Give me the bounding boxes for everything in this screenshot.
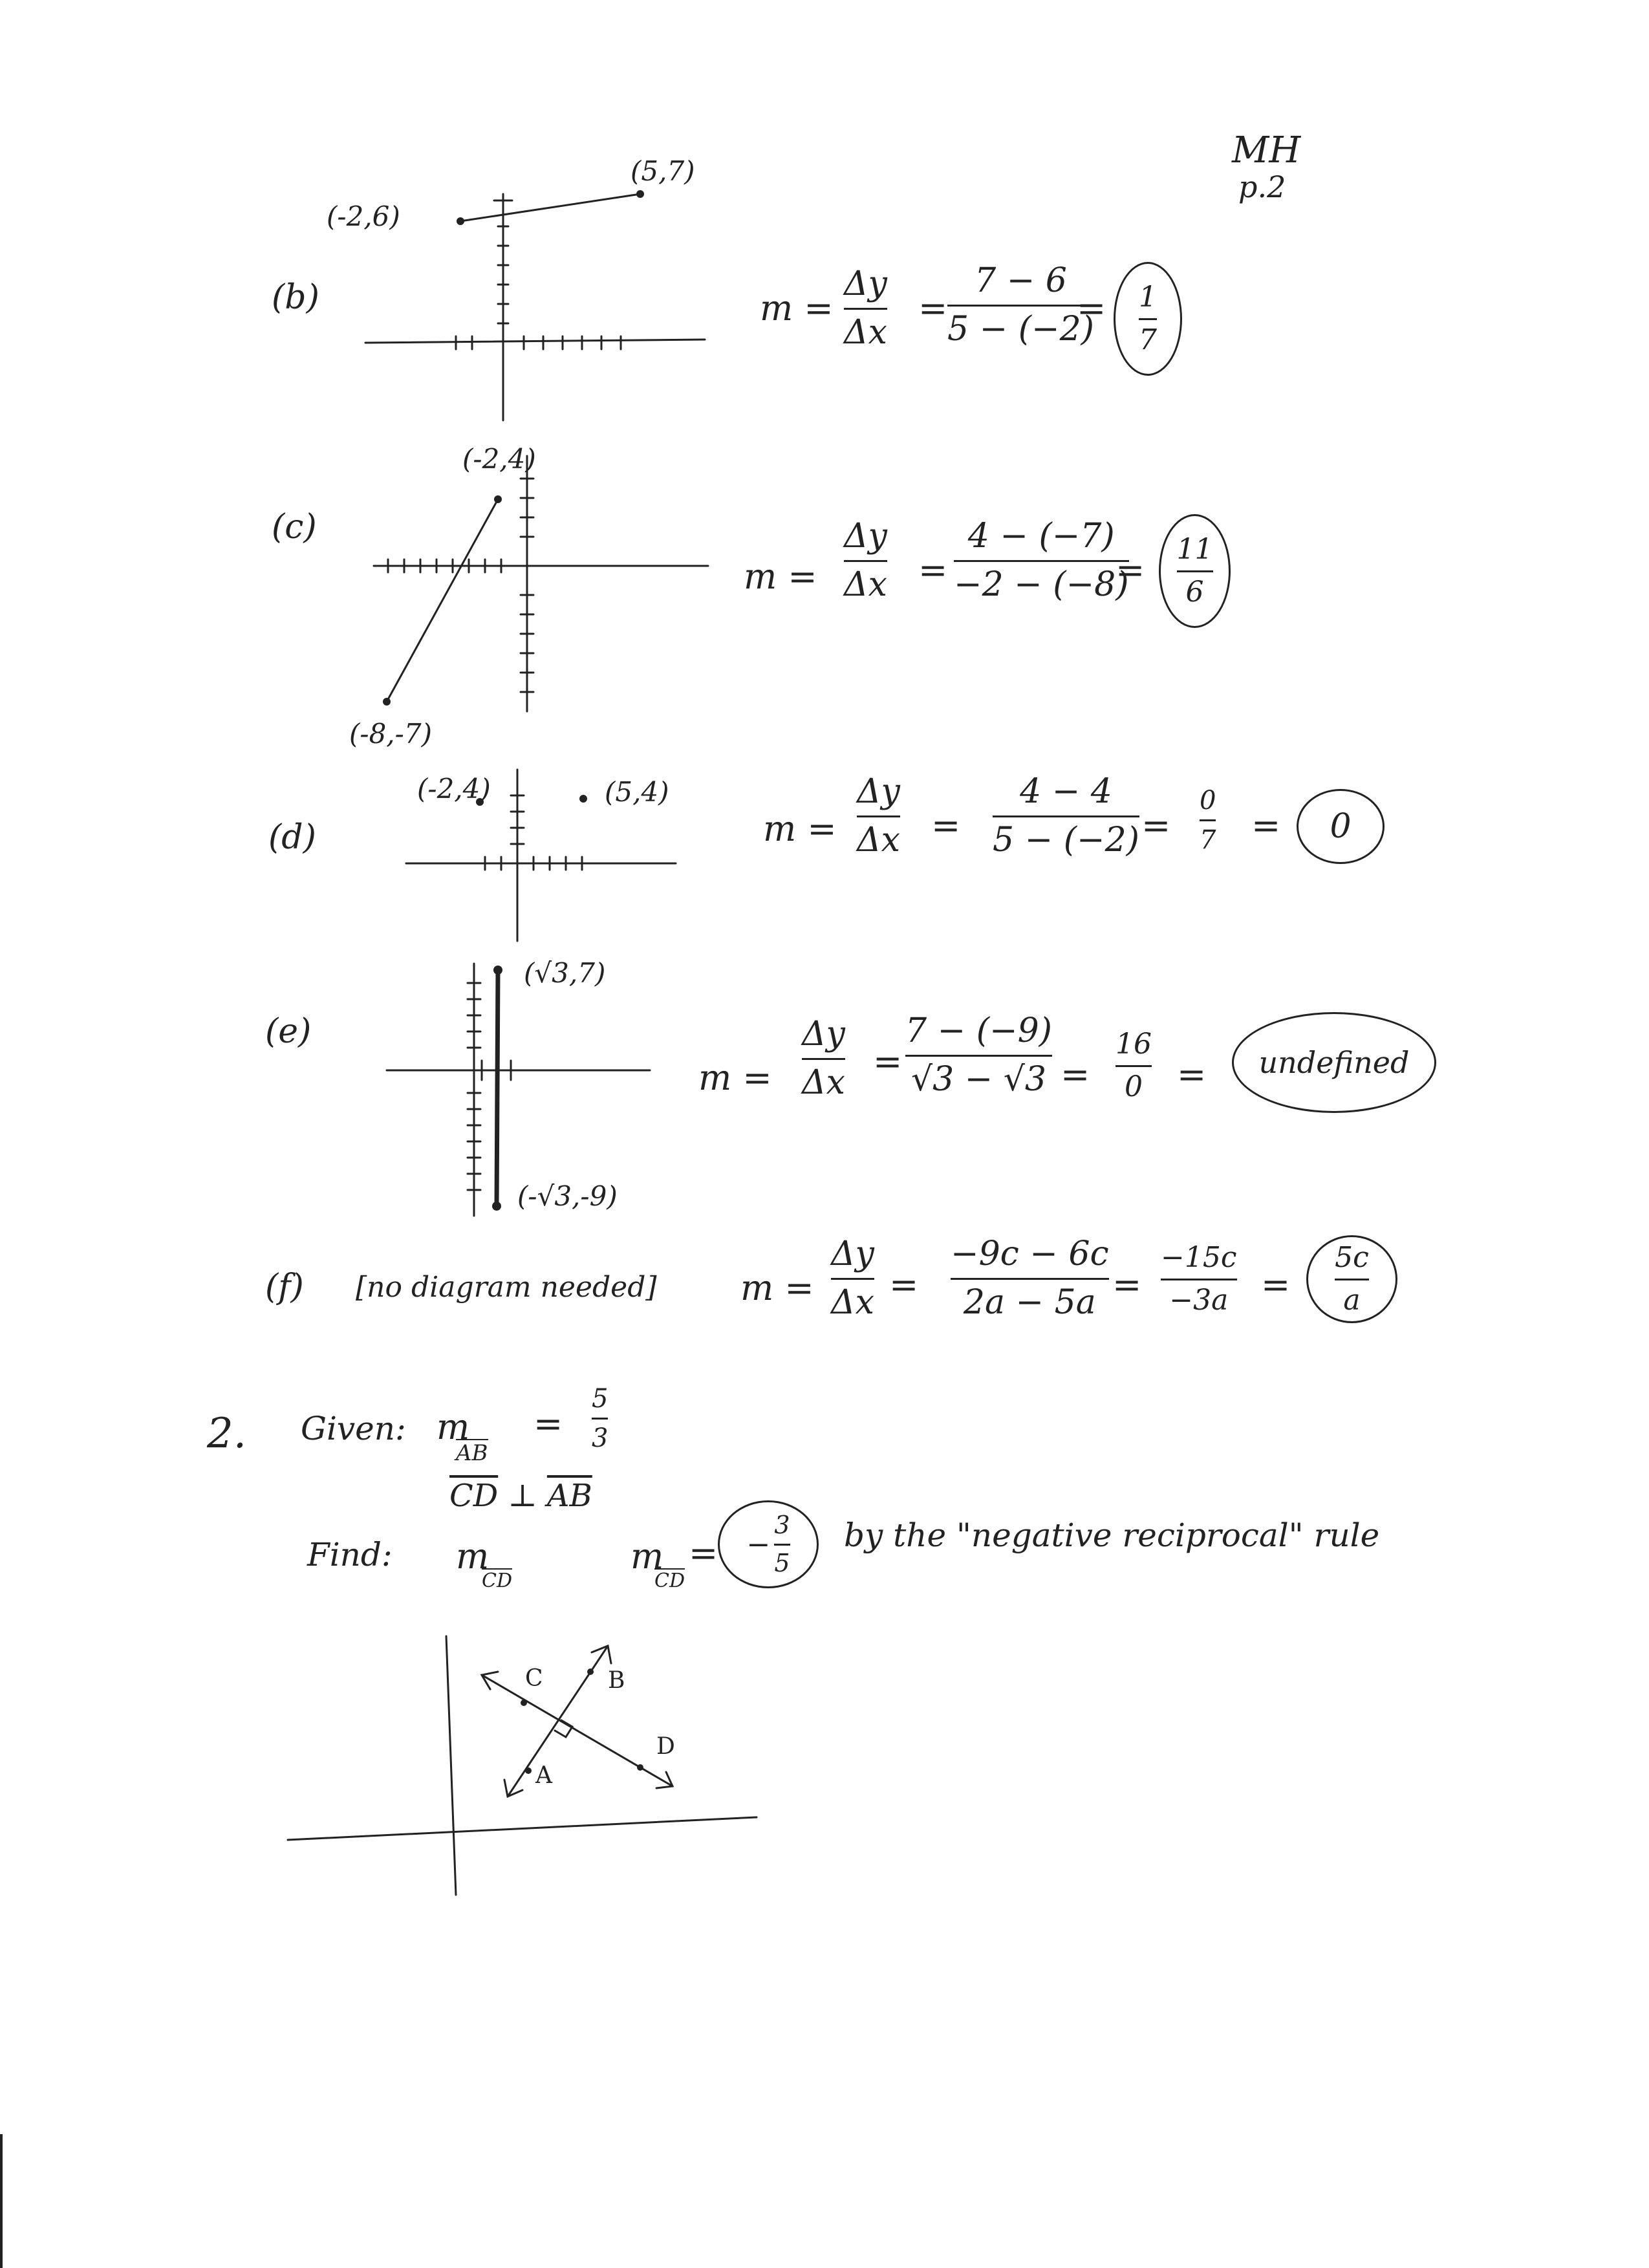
dydx-e: Δy Δx — [802, 1015, 845, 1102]
answer2-m: m — [630, 1536, 664, 1577]
line-ab — [508, 1646, 608, 1797]
dydx-f: Δy Δx — [831, 1235, 874, 1322]
worksheet-page: MH p.2 (b) (-2,6) (5,7) m = Δy Δx = 7 − 6 5 − (−2) = $\frac{1}{7}$ (c) (-2,4) (-8,-7) m = Δy Δx = 4 − (−7) −2 − (−8) = $\frac{11}{6}$ (d) (-2,4) (5,4) m = Δy Δx = 4 − 4 5 − (−2) = 0 7 = 0 (e) (√3,7) (-√3,-9) m = Δy Δx = 7 − (−9) √3 − √3 = 16 0 = undefined (f) [no diagram needed] m = Δy Δx = −9c − 6c 2a − 5a = −15c −3a = $\frac{5c}{a}$ 2. Given: m AB = 5 3 $\overline{CD}$ ⊥ $\overline{AB}$ Find: m CD m CD = − $\frac{3}{5}$ by the "negative reciprocal" rule C B A D — [0, 0, 1649, 2268]
find-cd-subscript: CD — [482, 1570, 513, 1592]
calc-b: 7 − 6 5 − (−2) — [947, 261, 1094, 349]
answer-2: − $\frac{3}{5}$ — [718, 1500, 819, 1588]
diagram-label-c: C — [525, 1665, 543, 1692]
dydx-c: Δy Δx — [844, 517, 887, 604]
mid-d: 0 7 — [1200, 786, 1216, 855]
given-slope: 5 3 — [592, 1384, 609, 1453]
dydx-d: Δy Δx — [857, 772, 900, 859]
rule-text: by the "negative reciprocal" rule — [844, 1517, 1380, 1554]
page-number: p.2 — [1238, 169, 1286, 204]
m-c: m = — [744, 556, 817, 597]
point-d-2: (5,4) — [605, 776, 669, 808]
problem-e-label: (e) — [265, 1012, 312, 1051]
point-b-2: (5,7) — [630, 155, 695, 187]
point-b-1: (-2,6) — [327, 200, 400, 232]
answer-d: 0 — [1297, 789, 1385, 864]
given-m: m — [436, 1407, 470, 1447]
no-diagram-note: [no diagram needed] — [356, 1271, 657, 1304]
point-e-1: (√3,7) — [524, 957, 606, 989]
problem-f-label: (f) — [265, 1268, 304, 1306]
answer2-cd-subscript: CD — [654, 1570, 685, 1592]
given-ab-subscript: AB — [456, 1440, 488, 1466]
m-b: m = — [760, 288, 834, 329]
answer-f: $\frac{5c}{a}$ — [1306, 1235, 1397, 1323]
mid-e: 16 0 — [1116, 1028, 1152, 1103]
diagram-label-b: B — [608, 1667, 625, 1694]
find-label: Find: — [307, 1536, 393, 1573]
point-c-1: (-2,4) — [462, 443, 536, 475]
point-d-1: (-2,4) — [417, 773, 491, 805]
diagram-label-a: A — [535, 1762, 552, 1789]
m-d: m = — [763, 808, 837, 849]
given-label: Given: — [301, 1410, 406, 1447]
m-e: m = — [698, 1057, 772, 1098]
point-c-2: (-8,-7) — [349, 718, 432, 750]
problem-c-label: (c) — [272, 508, 317, 546]
problem-2-number: 2. — [207, 1410, 247, 1458]
problem-b-label: (b) — [272, 278, 319, 317]
problem-d-label: (d) — [268, 818, 316, 857]
dydx-b: Δy Δx — [844, 265, 887, 352]
calc-f: −9c − 6c 2a − 5a — [951, 1235, 1109, 1322]
answer-e: undefined — [1232, 1012, 1436, 1113]
calc-d: 4 − 4 5 − (−2) — [993, 772, 1139, 859]
diagram-label-d: D — [656, 1733, 675, 1760]
mid-f: −15c −3a — [1161, 1241, 1237, 1317]
answer-b: $\frac{1}{7}$ — [1114, 262, 1182, 376]
scan-edge — [0, 2134, 3, 2268]
segment-cd: $\overline{CD}$ — [449, 1478, 499, 1514]
initials: MH — [1232, 129, 1301, 171]
perp-symbol: ⊥ — [508, 1478, 537, 1514]
answer-c: $\frac{11}{6}$ — [1159, 514, 1231, 628]
find-m: m — [456, 1536, 490, 1577]
calc-e: 7 − (−9) √3 − √3 — [905, 1011, 1052, 1099]
segment-ab: $\overline{AB}$ — [546, 1478, 592, 1514]
m-f: m = — [740, 1268, 814, 1308]
calc-c: 4 − (−7) −2 − (−8) — [954, 517, 1129, 604]
point-e-2: (-√3,-9) — [517, 1180, 618, 1212]
